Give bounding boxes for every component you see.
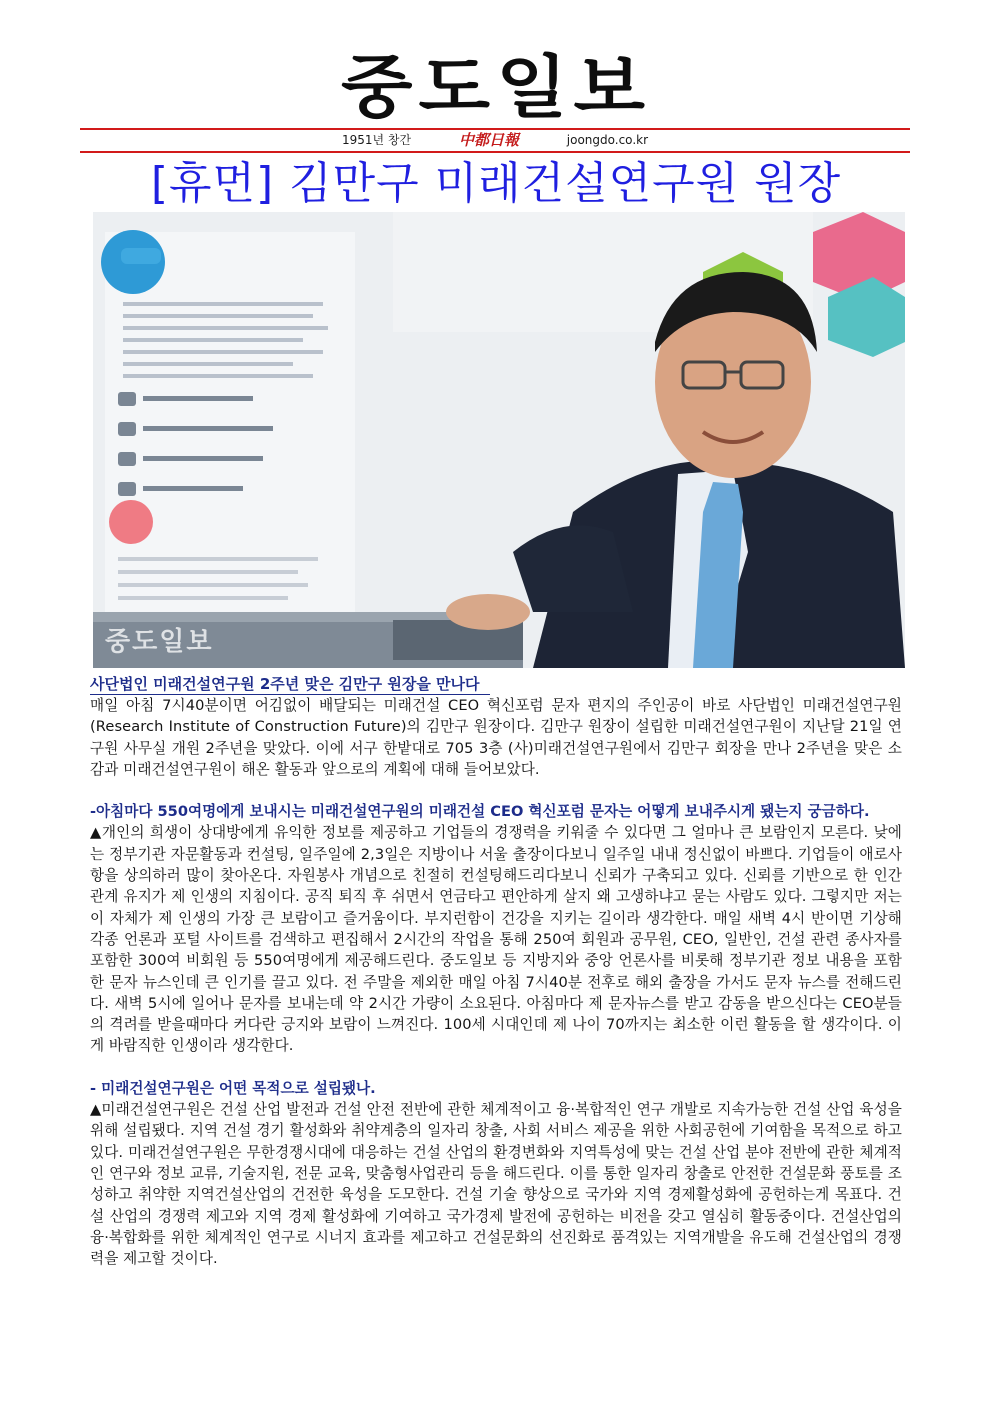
interview-question-2: - 미래건설연구원은 어떤 목적으로 설립됐나. [90, 1079, 376, 1097]
photo-watermark: 중도일보 [105, 627, 214, 657]
masthead-rule-top [80, 128, 910, 130]
interview-question-1: -아침마다 550여명에게 보내시는 미래건설연구원의 미래건설 CEO 혁신포럼 문자는 어떻게 보내주시게 됐는지 궁금하다. [90, 803, 870, 821]
portrait-illustration [93, 212, 905, 668]
masthead-info-strip [80, 131, 910, 150]
masthead-rule-bottom [80, 151, 910, 153]
masthead [0, 48, 992, 128]
paragraph-gap [90, 780, 902, 801]
article-intro: 매일 아침 7시40분이면 어김없이 배달되는 미래건설 CEO 혁신포럼 문자 편지의 주인공이 바로 사단법인 미래건설연구원(Research Institute of Construction Future)의 김만구 원장이다. 김만구 원장이 설립한 미래건설연구원이 지난달 21일 연구원 사무실 개원 2주년을 맞았다. 이에 서구 한밭대로 705 3층 (사)미래건설연구원에서 김만구 회장을 만나 2주년을 맞은 소감과 미래건설연구원이 해온 활동과 앞으로의 계획에 대해 들어보았다. [90, 697, 902, 778]
newspaper-logo: 중도일보 [341, 48, 651, 128]
founded-text: 1951년 창간 [341, 133, 412, 147]
site-link[interactable]: joongdo.co.kr [566, 133, 649, 147]
article-photo [93, 212, 905, 668]
article-body [90, 674, 902, 1269]
interview-answer-1: ▲개인의 희생이 상대방에게 유익한 정보를 제공하고 기업들의 경쟁력을 키워줄 수 있다면 그 얼마나 큰 보람인지 모른다. 낮에는 정부기관 자문활동과 컨설팅, 일주일에 2,3일은 지방이나 서울 출장이다보니 일주일 내내 정신없이 바쁘다. 기업들이 애로사항을 상의하러 많이 찾아온다. 자원봉사 개념으로 친절히 컨설팅해드리다보니 신뢰가 구축되고 있다. 신뢰를 기반으로 한 인간관계 유지가 제 인생의 지침이다. 공직 퇴직 후 쉬면서 연금타고 편안하게 살지 왜 고생하냐고 묻는 사람도 있다. 그렇지만 저는 이 자체가 제 인생의 가장 큰 보람이고 즐거움이다. 부지런함이 건강을 지키는 길이라 생각한다. 매일 새벽 4시 반이면 기상해 각종 언론과 포털 사이트를 검색하고 편집해서 2시간의 작업을 통해 250여 회원과 공무원, CEO, 일반인, 건설 관련 종사자를 포함한 300여 비회원 등 550여명에게 제공해드린다. 중도일보 등 지방지와 중앙 언론사를 비롯해 정부기관 정보 내용을 포함한 문자 뉴스인데 큰 인기를 끌고 있다. 전 주말을 제외한 매일 아침 7시40분 전후로 해외 출장을 가서도 문자 뉴스를 전해드린다. 새벽 5시에 일어나 문자를 보내는데 약 2시간 가량이 소요된다. 아침마다 제 문자뉴스를 받고 감동을 받으신다는 CEO분들의 격려를 받을때마다 커다란 긍지와 보람이 느껴진다. 100세 시대인데 제 나이 70까지는 최소한 이런 활동을 할 생각이다. 이게 바람직한 인생이라 생각한다. [90, 824, 902, 1055]
hanja-logo: 中都日報 [458, 131, 519, 149]
article-headline: [휴먼] 김만구 미래건설연구원 원장 [150, 158, 842, 209]
article-subhead: 사단법인 미래건설연구원 2주년 맞은 김만구 원장을 만나다 [90, 675, 490, 695]
paragraph-gap [90, 1057, 902, 1078]
interview-answer-2: ▲미래건설연구원은 건설 산업 발전과 건설 안전 전반에 관한 체계적이고 융·복합적인 연구 개발로 지속가능한 건설 산업 육성을 위해 설립됐다. 지역 건설 경기 활성화와 취약계층의 일자리 창출, 사회 서비스 제공을 위한 사회공헌에 기여함을 목적으로 하고 있다. 미래건설연구원은 무한경쟁시대에 대응하는 건설 산업의 환경변화와 지역특성에 맞는 건설 산업 분야 전반에 관한 체계적인 연구와 정보 교류, 기술지원, 전문 교육, 맞춤형사업관리 등을 해드린다. 이를 통한 일자리 창출로 안전한 건설문화 풍토를 조성하고 취약한 지역건설산업의 건전한 육성을 도모한다. 건설 기술 향상으로 국가와 지역 경제활성화에 공헌하는게 목표다. 건설 산업의 경쟁력 제고와 지역 경제 활성화에 기여하고 국가경제 발전에 공헌하는 비전을 갖고 열심히 활동중이다. 건설산업의 융·복합화를 위한 체계적인 연구로 시너지 효과를 제고하고 건설문화의 선진화로 품격있는 지역개발을 유도해 건설산업의 경쟁력을 제고할 것이다. [90, 1101, 902, 1268]
